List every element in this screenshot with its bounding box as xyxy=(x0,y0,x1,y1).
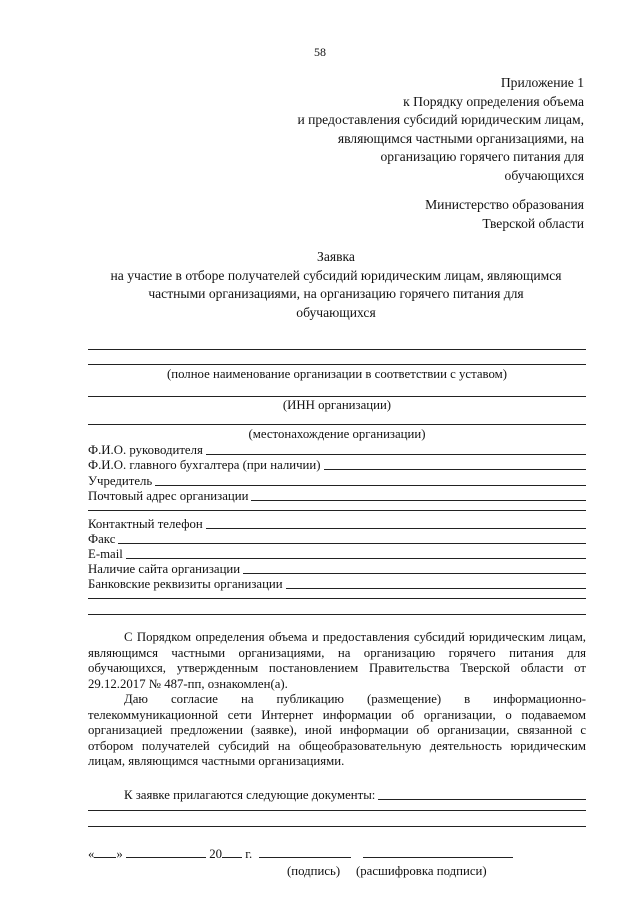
appendix-line: Приложение 1 xyxy=(500,75,584,90)
appendix-line: обучающихся xyxy=(504,167,584,183)
blank-line xyxy=(88,396,586,397)
field-director xyxy=(88,442,586,457)
blank-line xyxy=(88,364,586,365)
addressee-line: Министерство образования xyxy=(425,197,584,212)
blank-line xyxy=(88,349,586,350)
addressee-block xyxy=(284,196,584,233)
field-email xyxy=(88,546,586,561)
field-label: Факс xyxy=(88,532,116,546)
field-label: Ф.И.О. руководителя xyxy=(88,443,203,457)
signature-caption: (подпись) xyxy=(287,864,341,878)
field-label: Контактный телефон xyxy=(88,517,203,531)
appendix-block xyxy=(224,74,584,185)
year-blank xyxy=(222,846,242,858)
date-signature-row xyxy=(88,846,513,862)
document-title xyxy=(76,248,596,322)
year-prefix: 20 xyxy=(209,847,223,861)
field-phone xyxy=(88,516,586,531)
inn-caption: (ИНН организации) xyxy=(282,398,392,412)
attachments-label: К заявке прилагаются следующие документы: xyxy=(124,788,376,802)
field-label: Учредитель xyxy=(88,474,153,488)
field-fax xyxy=(88,531,586,546)
appendix-line: к Порядку определения объема xyxy=(403,93,584,109)
field-label: Банковские реквизиты организации xyxy=(88,577,283,591)
year-suffix: г. xyxy=(245,847,253,861)
acknowledgement-paragraph: С Порядком определения объема и предоставления субсидий юридическим лицам, являющимся частными организациями, на организацию горячего питания для обучающихся, утвержденным постановлением Правительства Тверской области от 29.12.2017 № 487-пп, ознакомлен(а). xyxy=(88,630,586,691)
appendix-line: и предоставления субсидий юридическим лицам, xyxy=(297,112,584,127)
title-heading: Заявка xyxy=(317,249,355,264)
blank-line xyxy=(88,424,586,425)
appendix-line: организацию горячего питания для xyxy=(380,149,584,164)
field-website xyxy=(88,561,586,576)
day-blank xyxy=(94,846,116,858)
blank-line xyxy=(88,614,586,615)
field-label: E-mail xyxy=(88,547,123,561)
field-label: Почтовый адрес организации xyxy=(88,489,249,503)
blank-line xyxy=(88,598,586,599)
blank-line xyxy=(88,510,586,511)
page-number: 58 xyxy=(314,45,326,59)
title-line: частными организациями, на организацию горячего питания для xyxy=(148,286,524,301)
attachments-field xyxy=(88,787,586,802)
month-blank xyxy=(126,846,206,858)
signature-blank xyxy=(259,846,351,858)
location-caption: (местонахождение организации) xyxy=(248,427,426,441)
blank-line xyxy=(88,810,586,811)
org-name-caption: (полное наименование организации в соответствии с уставом) xyxy=(166,367,508,381)
field-label: Наличие сайта организации xyxy=(88,562,241,576)
field-founder xyxy=(88,473,586,488)
quote-close: » xyxy=(116,847,123,861)
field-label: Ф.И.О. главного бухгалтера (при наличии) xyxy=(88,458,321,472)
addressee-line: Тверской области xyxy=(482,215,584,231)
quote-open: « xyxy=(88,847,95,861)
appendix-line: являющимся частными организациями, на xyxy=(337,130,584,146)
field-postal-address xyxy=(88,488,586,503)
title-line: обучающихся xyxy=(296,304,376,320)
title-line: на участие в отборе получателей субсидий юридическим лицам, являющимся xyxy=(110,267,562,283)
consent-paragraph: Даю согласие на публикацию (размещение) в информационно-телекоммуникационной сети Интернет информации об организации, о подаваемом организацией предложении (заявке), иной информации об организации, связанной с отбором получателей субсидий на общеобразовательную деятельность юридическим лицам, являющимся частными организациями. xyxy=(88,692,586,769)
decode-caption: (расшифровка подписи) xyxy=(356,864,487,878)
blank-line xyxy=(88,826,586,827)
decode-blank xyxy=(363,846,513,858)
field-bank-details xyxy=(88,576,586,591)
field-accountant xyxy=(88,457,586,472)
